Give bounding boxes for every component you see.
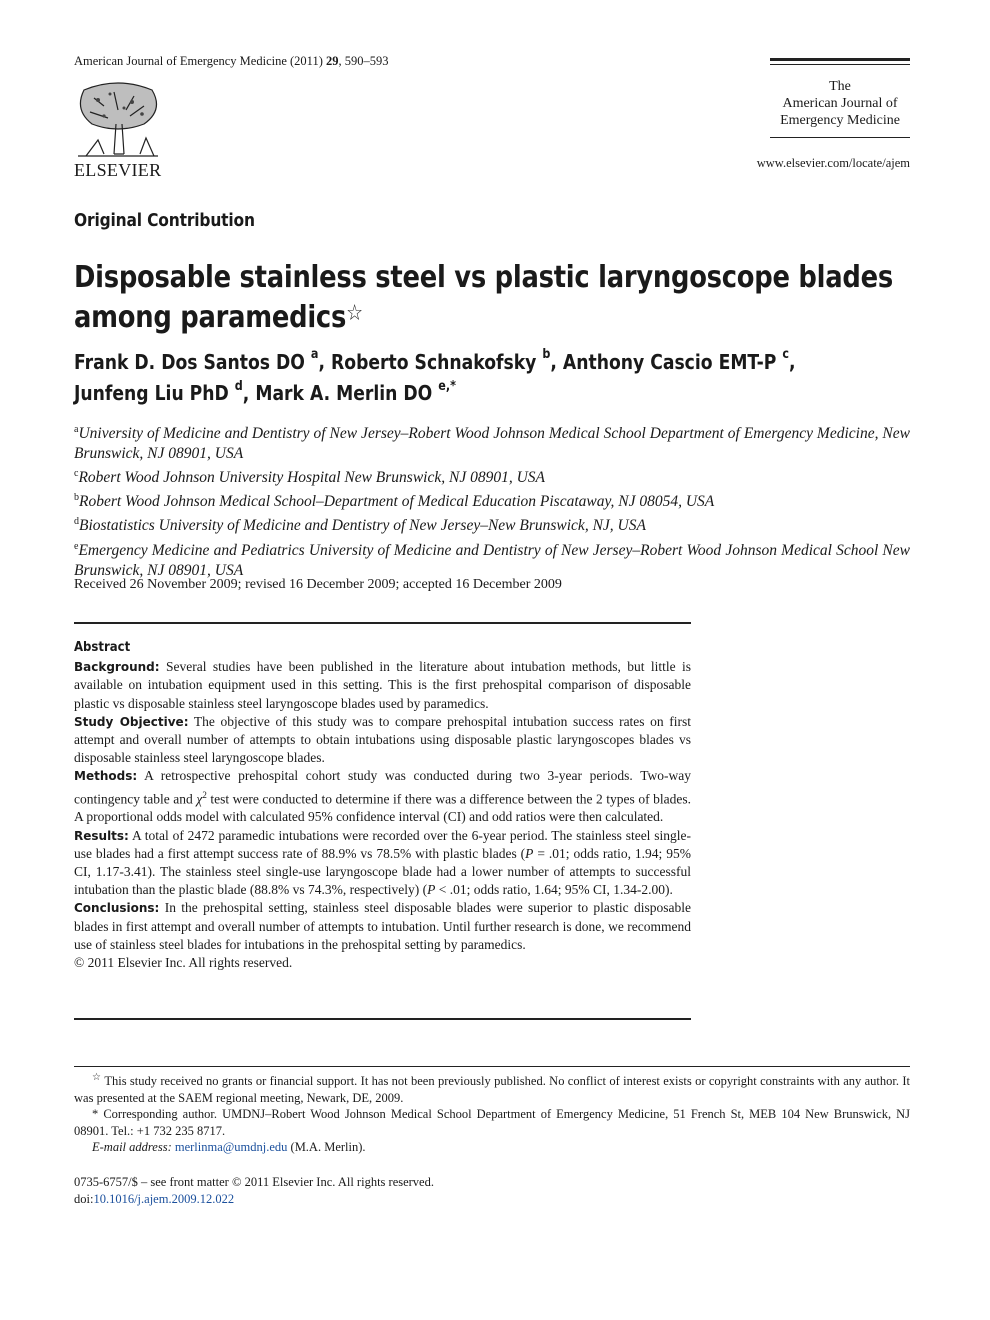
masthead-line: Emergency Medicine — [780, 113, 900, 128]
journal-citation: American Journal of Emergency Medicine (2011) 29, 590–593 — [74, 54, 389, 68]
affiliation: $^a$University of Medicine and Dentistry of New Jersey–Robert Wood Johnson Medical School Department of Emergency Medicine, New Brunswick, NJ 08901, USA — [74, 424, 910, 463]
author[interactable]: Mark A. Merlin DO $^{e,*}$ — [255, 378, 456, 406]
doi-link[interactable]: 10.1016/j.ajem.2009.12.022 — [93, 1192, 235, 1206]
footnote-rule — [74, 1066, 910, 1067]
abstract-top-rule — [74, 622, 691, 624]
copyright: © 2011 Elsevier Inc. All rights reserved. — [74, 954, 293, 970]
section-label: Original Contribution — [74, 210, 255, 231]
abstract-methods: Methods: A retrospective prehospital cohort study was conducted during two 3-year periods. Two-way contingency table and $\chi^2$ test were conducted to determine if there was a difference between the 2 types of blades. A proportional odds model with calculated 95% confidence interval (CI) and odd ratios were then calculated. — [74, 768, 691, 825]
abstract-heading: Abstract — [74, 640, 131, 655]
author[interactable]: Anthony Cascio EMT-P $^c$ — [562, 347, 790, 374]
footnotes — [74, 1070, 910, 1156]
abstract-bottom-rule — [74, 1018, 691, 1020]
masthead-rule — [770, 64, 910, 65]
funding-footnote: ☆ This study received no grants or financial support. It has not been previously published. No conflict of interest exists or copyright constraints with any author. It was presented at the SAEM regional meeting, Newark, DE, 2009. — [74, 1072, 910, 1105]
masthead-line: The — [829, 79, 851, 94]
affiliation: $^c$Robert Wood Johnson University Hospital New Brunswick, NJ 08901, USA — [74, 468, 545, 487]
abstract-objective: Study Objective: The objective of this study was to compare prehospital intubation success rates on first attempt and overall number of attempts to obtain intubations using disposable plastic laryngoscopes blades vs disposable stainless steel laryngoscope blades. — [74, 713, 691, 766]
publication-info — [74, 1174, 434, 1208]
author-list: Frank D. Dos Santos DO $^a$, Roberto Schnakofsky $^b$, Anthony Cascio EMT-P $^c$, Junfeng Liu PhD $^d$, Mark A. Merlin DO $^{e,*}$ — [74, 347, 796, 406]
affiliation: $^e$Emergency Medicine and Pediatrics University of Medicine and Dentistry of New Jersey–Robert Wood Johnson Medical School New Brunswick, NJ 08901, USA — [74, 540, 910, 579]
article-title — [74, 258, 900, 338]
author[interactable]: Frank D. Dos Santos DO $^a$ — [74, 347, 319, 374]
abstract-results: Results: A total of 2472 paramedic intubations were recorded over the 6-year period. The stainless steel single-use blades had a first attempt success rate of 88.9% vs 78.5% with plastic blades (P = .01; odds ratio, 1.94; 95% CI, 1.17-3.41). The stainless steel single-use laryngoscope blade had a lower number of attempts to successful intubation than the plastic blade (88.8% vs 74.3%, respectively) (P < .01; odds ratio, 1.64; 95% CI, 1.34-2.00). — [74, 827, 691, 898]
email-link[interactable]: merlinma@umdnj.edu — [174, 1140, 288, 1155]
abstract — [74, 638, 691, 972]
abstract-background: Background: Several studies have been published in the literature about intubation methods, but little is available on intubation equipment used in this setting. This is the first prehospital comparison of disposable plastic vs disposable stainless steel laryngoscope blades used by paramedics. — [74, 659, 691, 711]
author[interactable]: Roberto Schnakofsky $^b$ — [331, 347, 551, 374]
masthead-rule — [770, 137, 910, 138]
publisher-name: ELSEVIER — [74, 160, 162, 180]
masthead-rule — [770, 58, 910, 61]
journal-masthead — [770, 78, 910, 129]
masthead-line: American Journal of — [782, 96, 898, 111]
title-line: among paramedics — [74, 300, 347, 335]
title-line: Disposable stainless steel vs plastic laryngoscope blades — [74, 260, 893, 295]
article-dates: Received 26 November 2009; revised 16 December 2009; accepted 16 December 2009 — [74, 577, 562, 592]
issn-line: 0735-6757/$ – see front matter © 2011 Elsevier Inc. All rights reserved. — [74, 1175, 434, 1189]
author[interactable]: Junfeng Liu PhD $^d$ — [74, 378, 243, 406]
email-footnote: E-mail address: merlinma@umdnj.edu (M.A. Merlin). — [92, 1140, 366, 1155]
doi-line: doi:10.1016/j.ajem.2009.12.022 — [74, 1192, 235, 1206]
corresponding-author-footnote: * Corresponding author. UMDNJ–Robert Wood Johnson Medical School Department of Emergency Medicine, 51 French St, MEB 104 New Brunswick, NJ 08901. Tel.: +1 732 235 8717. — [74, 1107, 911, 1138]
affiliation: $^b$Robert Wood Johnson Medical School–Department of Medical Education Piscataway, NJ 08054, USA — [74, 492, 715, 511]
journal-url[interactable]: www.elsevier.com/locate/ajem — [756, 156, 910, 170]
title-footnote-star[interactable]: ☆ — [346, 301, 363, 326]
affiliation: $^d$Biostatistics University of Medicine and Dentistry of New Jersey–New Brunswick, NJ, USA — [74, 516, 646, 535]
affiliations — [74, 420, 910, 581]
abstract-conclusions: Conclusions: In the prehospital setting, stainless steel disposable blades were superior to plastic disposable blades in first attempt and overall number of attempts to intubation. Until further research is done, we recommend use of stainless steel blades for intubations in the prehospital setting by paramedics. © 2011 Elsevier Inc. All rights reserved. — [74, 900, 692, 970]
